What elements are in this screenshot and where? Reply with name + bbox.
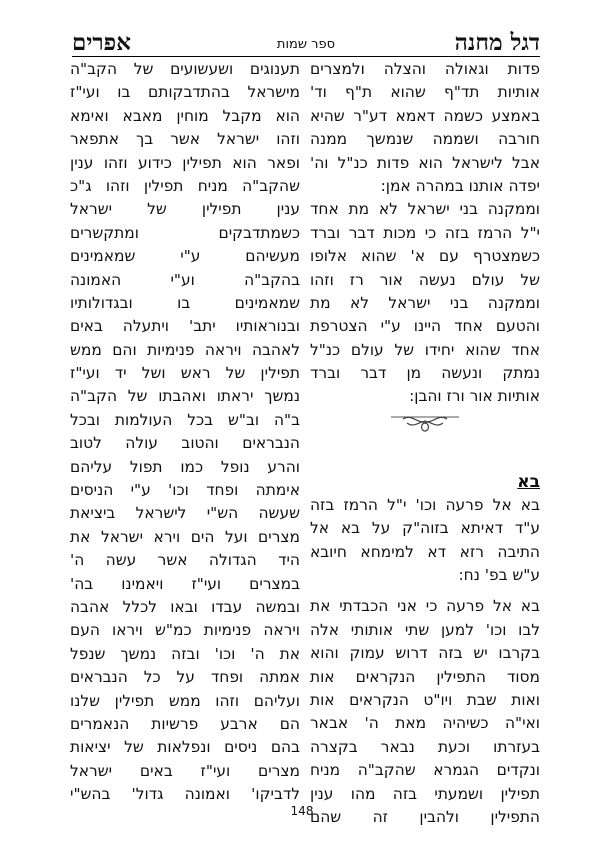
- text-line: והטעם אחד היינו ע"י הצטרפת: [310, 317, 540, 336]
- text-line: והרע נופל כמו תפול עליהם: [70, 457, 300, 476]
- right-column: [310, 58, 540, 829]
- text-line: י"ל הרמז בזה כי מכות דבר וברד: [310, 223, 540, 242]
- text-line: אבל לישראל הוא פדות כנ"ל וה': [310, 153, 540, 172]
- text-line: היד הגדולה אשר עשה ה': [70, 551, 300, 570]
- text-line: יפדה אותנו במהרה אמן:: [380, 176, 540, 195]
- text-line: שהקב"ה מניח תפילין וזהו ג"כ: [70, 176, 300, 195]
- section-spacer: [310, 437, 540, 471]
- text-line: מצרים ועל הים וירא ישראל את: [70, 527, 300, 546]
- text-line: שעשה הש"י לישראל ביציאת: [70, 504, 300, 523]
- text-line: במצרים ועי"ז ויאמינו בה': [70, 574, 300, 593]
- text-line: וממקנה בני ישראל לא מת: [310, 293, 540, 312]
- left-column: [70, 58, 300, 807]
- book-section-title: ספר שמות: [276, 37, 336, 52]
- text-line: וזהו ישראל אשר בך אתפאר: [70, 130, 300, 149]
- text-line: לאהבה ויראה פנימיות והם ממש: [70, 340, 300, 359]
- section-heading: בא: [517, 471, 540, 492]
- text-line: תפילין ושמעתי בזה מהו ענין: [310, 784, 540, 803]
- text-line: לבו וכו' למען שתי אותותי אלה: [310, 620, 540, 639]
- text-line: ובנוראותיו יתב' ויתעלה באים: [70, 317, 300, 336]
- text-line: הנבראים והטוב עולה לטוב: [70, 434, 300, 453]
- text-line: ונקדים הגמרא שהקב"ה מניח: [310, 761, 540, 780]
- book-title-right: דגל מחנה: [454, 29, 540, 56]
- text-line: מישראל בהתדבקותם בו ועי"ז: [70, 83, 300, 102]
- text-line: בהם ניסים ונפלאות של יציאות: [70, 738, 300, 757]
- text-line: מסוד התפילין הנקראים אות: [310, 667, 540, 686]
- text-line: אמתה ופחד על כל הנבראים: [70, 668, 300, 687]
- text-line: הוא מקבל מוחין מאבא ואימא: [70, 106, 300, 125]
- text-line: תענוגים ושעשועים של הקב"ה: [70, 60, 300, 78]
- text-line: אותיות אור ורז והבן:: [409, 387, 540, 406]
- text-line: כשמתדבקים ומתקשרים: [70, 223, 300, 242]
- text-line: מצרים ועי"ז באים ישראל: [70, 761, 300, 780]
- text-line: ואות שבת ויו"ט הנקראים אות: [310, 690, 540, 709]
- paragraph-gap: [310, 587, 540, 595]
- text-line: של עולם נעשה אור רז וזהו: [310, 270, 540, 289]
- text-line: בקרבו יש בזה דרוש עמוק והוא: [310, 644, 540, 663]
- text-line: ויראה פנימיות כמ"ש ויראו העם: [70, 621, 300, 640]
- text-line: באמצע כשמה דאמא דע"ר שהיא: [310, 106, 540, 125]
- text-line: נמתק ונעשה מן דבר וברד: [310, 364, 540, 383]
- text-line: ב"ה וב"ש בכל העולמות ובכל: [70, 410, 300, 429]
- text-line: אימתה ופחד וכו' ע"י הניסים: [70, 481, 300, 500]
- text-line: פדות וגאולה והצלה ולמצרים: [310, 60, 540, 78]
- book-title-left: אפרים: [72, 29, 131, 56]
- text-line: ובמשה עבדו ובאו לכלל אהבה: [70, 597, 300, 616]
- text-line: בהקב"ה וע"י האמונה: [70, 270, 300, 289]
- text-line: אחד שהוא יחידו של עולם כנ"ל: [310, 340, 540, 359]
- text-line: הם ארבע פרשיות הנאמרים: [70, 714, 300, 733]
- text-line: בעזרתו וכעת נבאר בקצרה: [310, 737, 540, 756]
- running-header: [72, 29, 540, 57]
- page-number: 148: [290, 804, 314, 818]
- text-line: ועליהם וזהו ממש תפילין שלנו: [70, 691, 300, 710]
- text-line: תפילין של ראש ושל יד ועי"ז: [70, 364, 300, 383]
- text-line: נמשך יראתו ואהבתו של הקב"ה: [70, 387, 300, 406]
- text-line: ע"ש בפ' נח:: [458, 566, 540, 585]
- text-line: לדביקו' ואמונה גדול' בהש"י: [70, 785, 300, 804]
- text-line: בא אל פרעה כי אני הכבדתי את: [310, 597, 540, 616]
- text-line: בא אל פרעה וכו' י"ל הרמז בזה: [310, 495, 540, 514]
- ornament-divider-icon: [310, 409, 540, 437]
- text-line: כשמצטרף עם א' שהוא אלופו: [310, 247, 540, 266]
- text-line: את ה' וכו' ובזה נמשך שנפל: [70, 644, 300, 663]
- text-line: התפילין ולהבין זה שהם: [310, 807, 540, 826]
- text-line: מעשיהם ע"י שמאמינים: [70, 247, 300, 266]
- text-line: התיבה רזא דא למימחא חיובא: [310, 542, 540, 561]
- text-line: ע"ד דאיתא בזוה"ק על בא אל: [310, 519, 540, 538]
- text-line: ופאר הוא תפילין כידוע וזהו ענין: [70, 153, 300, 172]
- text-line: חורבה ושממה שנמשך ממנה: [310, 130, 540, 149]
- text-line: אותיות תד"ף שהוא ת"ף וד': [310, 83, 540, 102]
- text-line: ענין תפילין של ישראל: [70, 200, 300, 219]
- text-line: ואי"ה כשיהיה מאת ה' אבאר: [310, 714, 540, 733]
- text-line: שמאמינים בו ובגדולותיו: [70, 293, 300, 312]
- text-line: וממקנה בני ישראל לא מת אחד: [310, 200, 540, 219]
